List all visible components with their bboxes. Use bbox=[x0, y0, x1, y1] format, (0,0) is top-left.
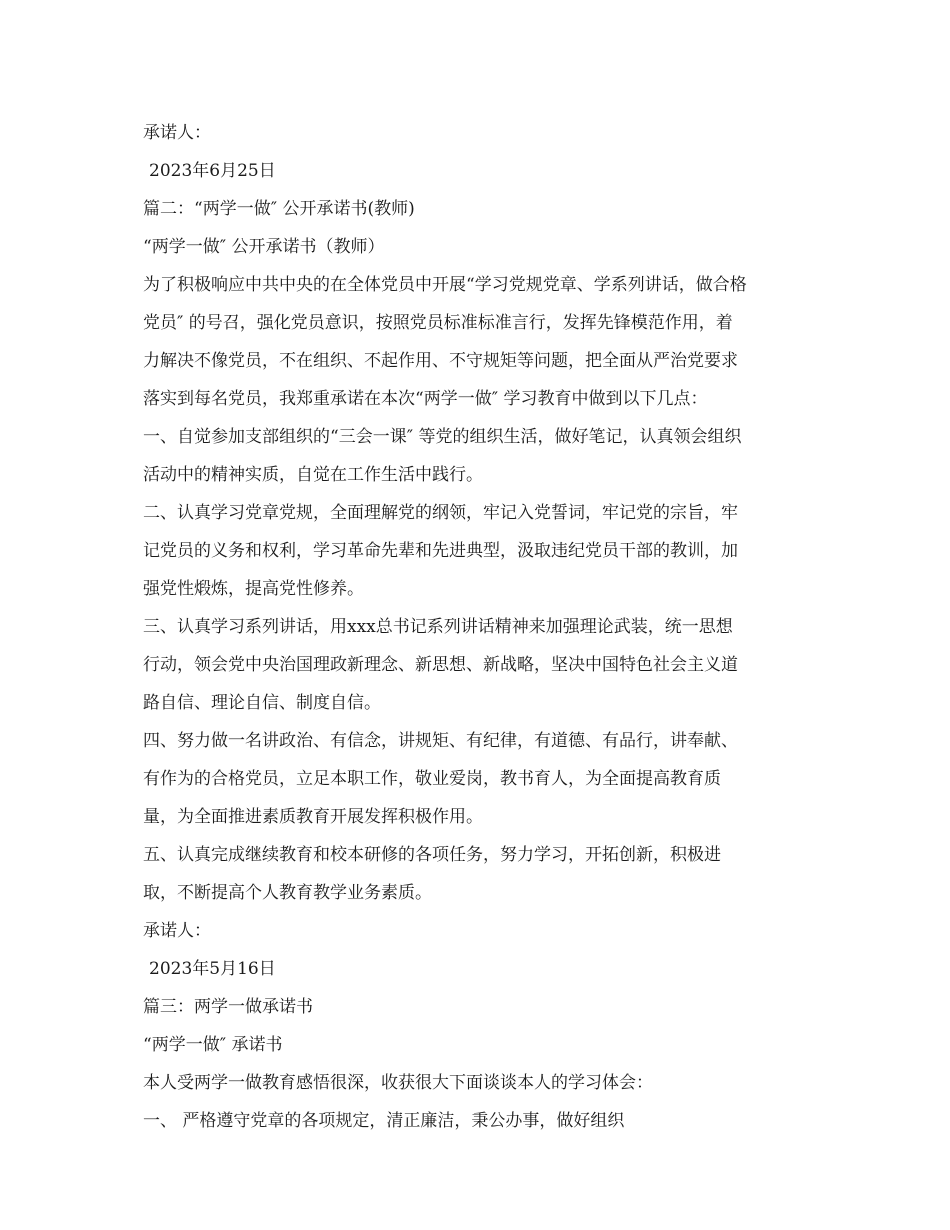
text-line: 一、 严格遵守党章的各项规定，清正廉洁，秉公办事，做好组织 bbox=[143, 1111, 625, 1131]
text-line: 量，为全面推进素质教育开展发挥积极作用。 bbox=[143, 807, 483, 827]
text-line: 有作为的合格党员，立足本职工作，敬业爱岗，教书育人，为全面提高教育质 bbox=[143, 769, 721, 789]
text-line: 活动中的精神实质，自觉在工作生活中践行。 bbox=[143, 465, 483, 485]
text-line: 取，不断提高个人教育教学业务素质。 bbox=[143, 883, 432, 903]
text-line: 力解决不像党员，不在组织、不起作用、不守规矩等问题，把全面从严治党要求 bbox=[143, 351, 738, 371]
text-line: 本人受两学一做教育感悟很深，收获很大下面谈谈本人的学习体会： bbox=[143, 1073, 653, 1093]
date-1: 2023年6月25日 bbox=[149, 161, 276, 181]
text-line: 党员″ 的号召，强化党员意识，按照党员标准标准言行，发挥先锋模范作用，着 bbox=[143, 313, 733, 333]
section-title-3: “两学一做″ 承诺书 bbox=[143, 1035, 283, 1055]
signatory-label-2: 承诺人： bbox=[143, 921, 211, 941]
text-line: 二、认真学习党章党规，全面理解党的纲领，牢记入党誓词，牢记党的宗旨，牢 bbox=[143, 503, 738, 523]
text-line: 五、认真完成继续教育和校本研修的各项任务，努力学习，开拓创新，积极进 bbox=[143, 845, 721, 865]
section-title-2: “两学一做″ 公开承诺书（教师） bbox=[143, 237, 385, 257]
text-line: 强党性煅炼，提高党性修养。 bbox=[143, 579, 364, 599]
text-line: 为了积极响应中共中央的在全体党员中开展“学习党规党章、学系列讲话，做合格 bbox=[143, 275, 747, 295]
text-line: 记党员的义务和权利，学习革命先辈和先进典型，汲取违纪党员干部的教训，加 bbox=[143, 541, 738, 561]
date-2: 2023年5月16日 bbox=[149, 959, 276, 979]
text-line: 四、努力做一名讲政治、有信念，讲规矩、有纪律，有道德、有品行，讲奉献、 bbox=[143, 731, 738, 751]
signatory-label-1: 承诺人： bbox=[143, 123, 211, 143]
text-line: 落实到每名党员，我郑重承诺在本次“两学一做″ 学习教育中做到以下几点： bbox=[143, 389, 708, 409]
text-line: 路自信、理论自信、制度自信。 bbox=[143, 693, 381, 713]
text-line: 一、自觉参加支部组织的“三会一课″ 等党的组织生活，做好笔记，认真领会组织 bbox=[143, 427, 742, 447]
text-line: 行动，领会党中央治国理政新理念、新思想、新战略，坚决中国特色社会主义道 bbox=[143, 655, 738, 675]
text-line: 三、认真学习系列讲话，用xxx总书记系列讲话精神来加强理论武装，统一思想 bbox=[143, 617, 733, 637]
section-heading-3: 篇三：两学一做承诺书 bbox=[143, 997, 313, 1017]
section-heading-2: 篇二：“两学一做″ 公开承诺书(教师) bbox=[143, 199, 415, 219]
document-body bbox=[143, 114, 808, 1140]
